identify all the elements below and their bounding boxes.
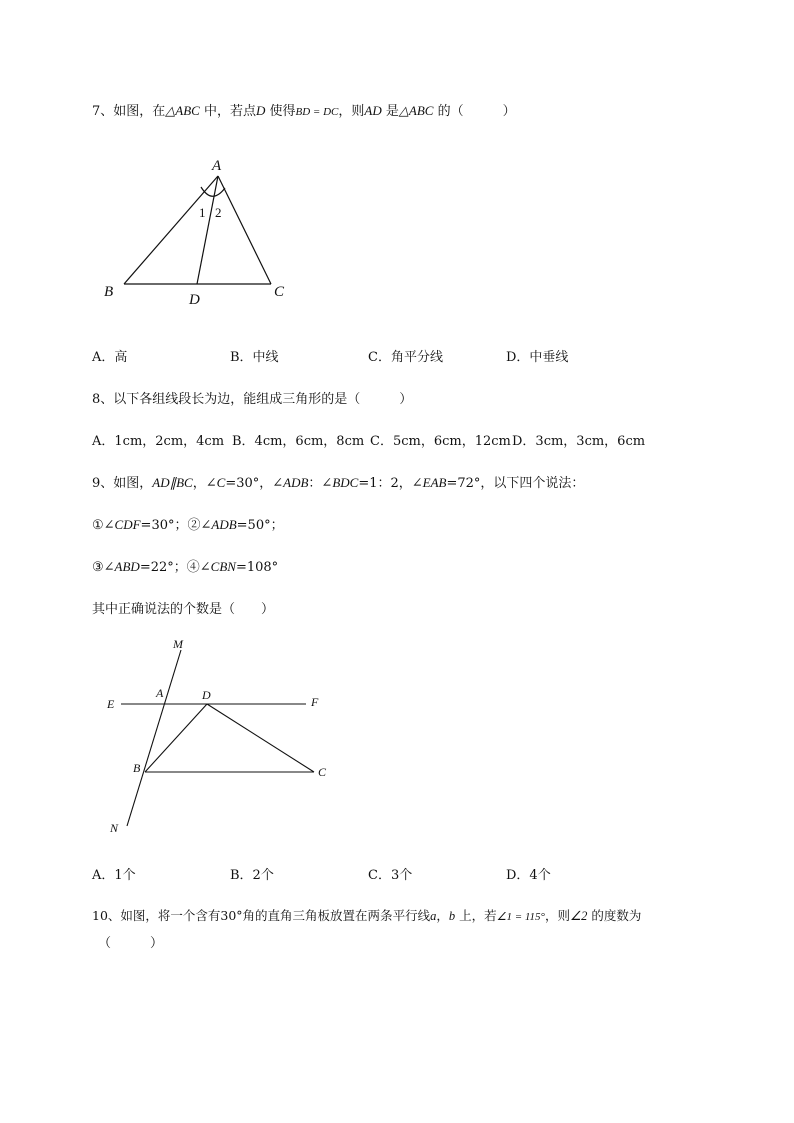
- q7-label-angle-1: 1: [199, 205, 206, 220]
- q9-stem-part: 9、如图，: [92, 476, 153, 491]
- q9-statement-part: =108°: [235, 560, 279, 575]
- q7-stem-mid1: 中，若点: [199, 104, 256, 119]
- q9-label-e: E: [107, 697, 115, 711]
- q10-stem-mid2: ，则: [544, 908, 570, 923]
- q8-option-c[interactable]: C．5cm，6cm，12cm: [370, 434, 511, 449]
- q7-option-c[interactable]: C．角平分线: [368, 350, 443, 365]
- q10-line-a: a: [430, 909, 437, 923]
- q7-triangle-1: △ABC: [165, 103, 200, 118]
- q10-stem-prefix: 10、如图，将一个含有30°角的直角三角板放置在两条平行线: [92, 908, 431, 923]
- q8-option-b[interactable]: B．4cm，6cm，8cm: [232, 434, 365, 449]
- q9-label-c: C: [318, 765, 327, 779]
- q7-stem-mid2: 使得: [265, 104, 296, 119]
- q7-option-d[interactable]: D．中垂线: [506, 350, 569, 365]
- q7-stem-prefix: 7、如图，在: [92, 104, 166, 119]
- q8-stem: 8、以下各组线段长为边，能组成三角形的是（ ）: [92, 392, 413, 407]
- q7-label-c: C: [274, 284, 285, 300]
- q9-label-m: M: [173, 637, 183, 651]
- q10-answer-blank: （ ）: [98, 936, 164, 951]
- q7-stem-suffix: 的（ ）: [433, 104, 516, 119]
- q7-point-d: D: [255, 103, 266, 118]
- q9-stem-parallel: AD∥BC: [152, 475, 193, 490]
- q10-stem-mid: 上，若: [455, 908, 497, 923]
- q9-option-b[interactable]: B．2个: [230, 868, 274, 883]
- q7-triangle-2: △ABC: [398, 103, 434, 118]
- q9-label-d: D: [202, 688, 211, 702]
- q9-option-c[interactable]: C．3个: [368, 868, 413, 883]
- q9-stem-angle: ADB: [283, 475, 309, 490]
- q8-option-d[interactable]: D．3cm，3cm，6cm: [512, 434, 646, 449]
- q9-stem-part: ：∠: [308, 476, 333, 491]
- q7-label-b: B: [104, 284, 114, 300]
- q9-stem-part: =1：2，∠: [358, 476, 423, 491]
- q9-stem-angle: EAB: [422, 475, 447, 490]
- q7-label-angle-2: 2: [215, 205, 222, 220]
- q9-question: 其中正确说法的个数是（ ）: [92, 602, 275, 617]
- q9-option-a[interactable]: A．1个: [92, 868, 136, 883]
- q10-comma: ，: [436, 908, 449, 923]
- q10-stem: [92, 906, 641, 924]
- q7-label-a: A: [212, 158, 222, 174]
- q9-statement-angle: ADB: [211, 517, 237, 532]
- q7-label-d: D: [189, 292, 200, 308]
- q9-stem-part: =30°，∠: [225, 476, 284, 491]
- q10-stem-suffix: 的度数为: [587, 908, 642, 923]
- q9-statement-part: =22°；④∠: [139, 560, 211, 575]
- q9-statement-angle: CDF: [114, 517, 141, 532]
- q9-label-n: N: [110, 821, 119, 835]
- q9-statement-angle: ABD: [114, 559, 140, 574]
- q9-statement-part: =30°；②∠: [140, 518, 212, 533]
- q9-stem-part: =72°，以下四个说法：: [446, 476, 585, 491]
- q9-line-mn: [127, 650, 181, 826]
- q9-stem-part: ，∠: [192, 476, 217, 491]
- q10-line-b: b: [448, 909, 456, 923]
- q9-segment-dc: [207, 704, 314, 772]
- q9-statement-angle: CBN: [210, 559, 236, 574]
- q8-option-a[interactable]: A．1cm，2cm，4cm: [92, 434, 225, 449]
- q9-label-a: A: [156, 686, 164, 700]
- q7-stem-mid4: 是: [381, 104, 399, 119]
- q9-label-f: F: [311, 695, 319, 709]
- q7-option-a[interactable]: A．高: [92, 350, 128, 365]
- q9-stem-angle: BDC: [332, 475, 359, 490]
- q9-stem-angle: C: [216, 475, 226, 490]
- q9-option-d[interactable]: D．4个: [506, 868, 551, 883]
- q7-stem-mid3: ，则: [338, 104, 365, 119]
- q9-label-b: B: [133, 761, 141, 775]
- q9-statement-part: ①∠: [92, 518, 115, 533]
- q7-option-b[interactable]: B．中线: [230, 350, 279, 365]
- q10-angle-2: ∠2: [569, 909, 588, 923]
- q7-segment: AD: [364, 103, 382, 118]
- q10-angle-1: ∠1 = 115°: [496, 911, 545, 923]
- q9-statement-part: ③∠: [92, 560, 115, 575]
- q7-equation: BD = DC: [295, 106, 339, 118]
- q9-statement-part: =50°；: [236, 518, 284, 533]
